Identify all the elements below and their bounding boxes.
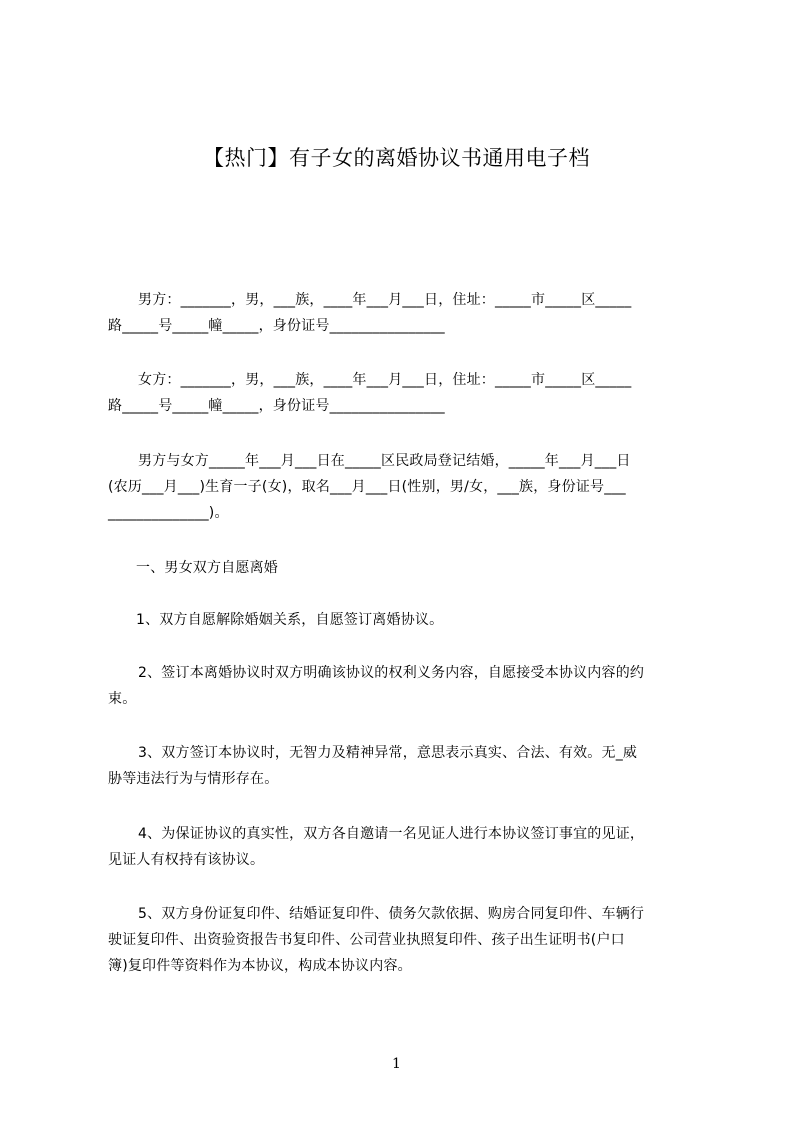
clause-2-line-1: 2、签订本离婚协议时双方明确该协议的权利义务内容，自愿接受本协议内容的约 [138,665,645,681]
female-party-paragraph [108,367,700,419]
clause-5-line-2: 驶证复印件、出资验资报告书复印件、公司营业执照复印件、孩子出生证明书(户口 [108,932,625,948]
section-1-heading-block [108,555,700,581]
document-title: 【热门】有子女的离婚协议书通用电子档 [203,146,590,170]
clause-3-line-2: 胁等违法行为与情形存在。 [108,771,279,787]
male-party-paragraph [108,287,700,339]
female-party-line-1: 女方：_______，男，___族，____年___月___日，住址：_____市_____区_____ [138,372,632,388]
male-party-line-1: 男方：_______，男，___族，____年___月___日，住址：_____市_____区_____ [138,292,632,308]
marriage-info-line-2: (农历___月___)生育一子(女)，取名___月___日(性别，男/女，___族，身份证号___ [108,479,626,495]
section-1-heading: 一、男女双方自愿离婚 [136,560,278,576]
clause-4-line-1: 4、为保证协议的真实性，双方各自邀请一名见证人进行本协议签订事宜的见证， [138,826,645,842]
clause-5-line-1: 5、双方身份证复印件、结婚证复印件、债务欠款依据、购房合同复印件、车辆行 [138,906,645,922]
clause-4-line-2: 见证人有权持有该协议。 [108,852,265,868]
clause-1-line-1: 1、双方自愿解除婚姻关系，自愿签订离婚协议。 [136,612,444,628]
marriage-info-line-1: 男方与女方_____年___月___日在_____区民政局登记结婚，_____年___月___日 [138,453,631,469]
male-party-line-2: 路_____号_____幢_____，身份证号________________ [108,318,445,334]
clause-4-paragraph [108,821,700,873]
clause-3-paragraph [108,740,700,792]
clause-5-paragraph [108,901,700,979]
clause-2-paragraph [108,660,700,712]
marriage-info-paragraph [108,448,700,526]
clause-2-line-2: 束。 [108,691,137,707]
page-number: 1 [392,1056,401,1072]
clause-1-paragraph [108,607,700,633]
marriage-info-line-3: ______________)。 [108,505,229,521]
female-party-line-2: 路_____号_____幢_____，身份证号________________ [108,398,445,414]
clause-5-line-3: 簿)复印件等资料作为本协议，构成本协议内容。 [108,958,412,974]
clause-3-line-1: 3、双方签订本协议时，无智力及精神异常，意思表示真实、合法、有效。无_威 [138,745,638,761]
